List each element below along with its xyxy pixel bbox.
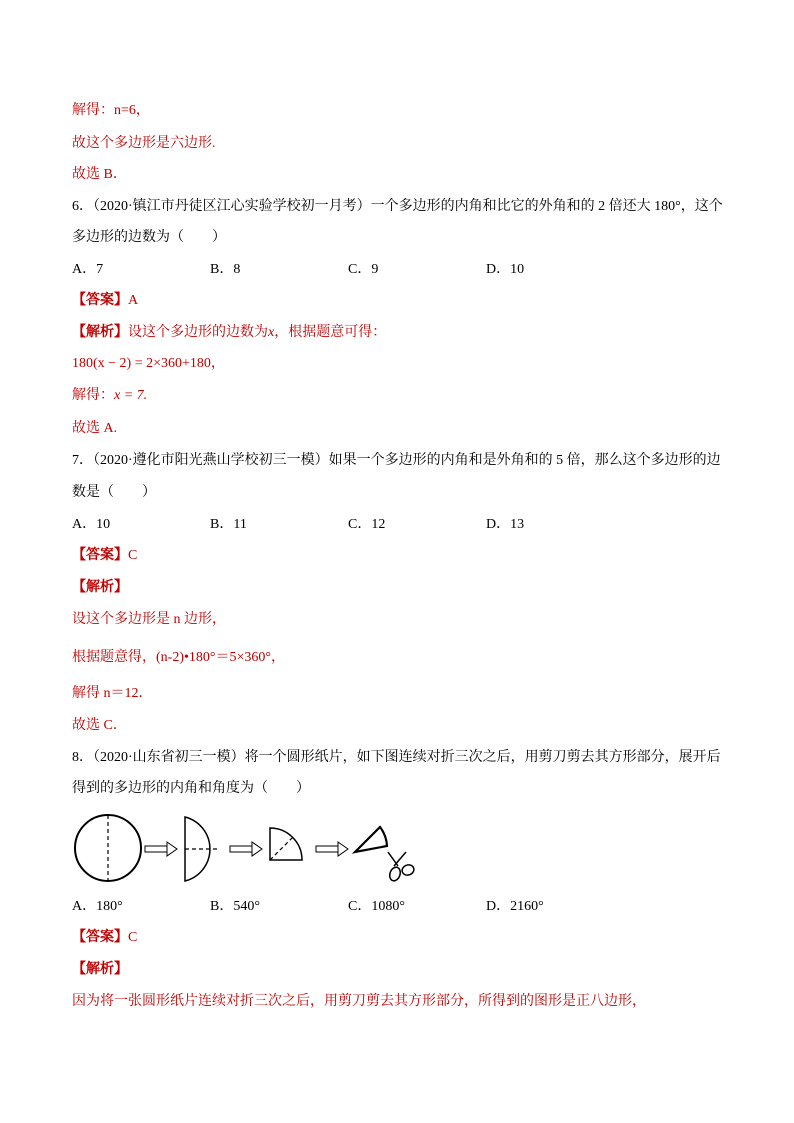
analysis-line: 解得 n＝12． (72, 686, 153, 701)
choose-line: 故选 A. (72, 421, 118, 436)
question-6-stem: 多边形的边数为（ ） (72, 230, 226, 245)
option-c: C．9 (348, 262, 379, 277)
option-b: B．540° (210, 899, 260, 914)
scissors-icon (388, 852, 415, 882)
arrow-icon (145, 842, 177, 856)
math-var: x (268, 325, 275, 340)
question-8-stem: 8．（2020·山东省初三一模）将一个圆形纸片，如下图连续对折三次之后，用剪刀剪去其方形部分，展开后 (72, 750, 721, 765)
arrow-icon (230, 842, 262, 856)
question-7-stem: 数是（ ） (72, 485, 156, 500)
option-a: A．7 (72, 262, 104, 277)
option-d: D．13 (486, 517, 525, 532)
answer-value: A (128, 293, 139, 308)
analysis-tag: 【解析】 (72, 580, 128, 595)
analysis-line: 【解析】设这个多边形的边数为x，根据题意可得： (72, 325, 387, 340)
question-6-stem: 6．（2020·镇江市丹徒区江心实验学校初一月考）一个多边形的内角和比它的外角和的 2 倍还大 180°，这个 (72, 199, 723, 214)
analysis-line: 根据题意得，(n-2)•180°＝5×360°， (72, 650, 285, 665)
analysis-line: 因为将一张圆形纸片连续对折三次之后，用剪刀剪去其方形部分，所得到的图形是正八边形， (72, 994, 646, 1009)
solve-math: x = 7. (114, 388, 148, 403)
option-a: A．180° (72, 899, 123, 914)
option-d: D．2160° (486, 899, 544, 914)
option-c: C．1080° (348, 899, 405, 914)
fold-line (270, 837, 293, 860)
folding-figure (70, 810, 420, 890)
equation: 180(x − 2) = 2×360+180， (72, 356, 225, 371)
option-c: C．12 (348, 517, 386, 532)
solve-line: 解得：x = 7. (72, 388, 148, 403)
option-b: B．8 (210, 262, 241, 277)
option-a: A．10 (72, 517, 111, 532)
analysis-tag: 【解析】 (72, 325, 128, 340)
answer-tag: 【答案】 (72, 930, 128, 945)
solution-line: 解得：n=6， (72, 103, 150, 118)
arrow-icon (316, 842, 348, 856)
answer-line (72, 291, 138, 311)
answer-line (72, 928, 137, 948)
option-d: D．10 (486, 262, 525, 277)
eighth-sector-paper (355, 827, 387, 852)
analysis-line: 故选 C． (72, 718, 127, 733)
option-b: B．11 (210, 517, 247, 532)
solution-line: 故这个多边形是六边形. (72, 136, 216, 151)
answer-value: C (128, 548, 138, 563)
analysis-line: 设这个多边形是 n 边形， (72, 612, 226, 627)
question-7-stem: 7．（2020·遵化市阳光燕山学校初三一模）如果一个多边形的内角和是外角和的 5 倍，那么这个多边形的边 (72, 453, 721, 468)
question-8-stem: 得到的多边形的内角和角度为（ ） (72, 781, 310, 796)
solution-line: 故选 B． (72, 167, 127, 182)
answer-line (72, 546, 137, 566)
answer-value: C (128, 930, 138, 945)
analysis-tag: 【解析】 (72, 962, 128, 977)
answer-tag: 【答案】 (72, 548, 128, 563)
answer-tag: 【答案】 (72, 293, 128, 308)
